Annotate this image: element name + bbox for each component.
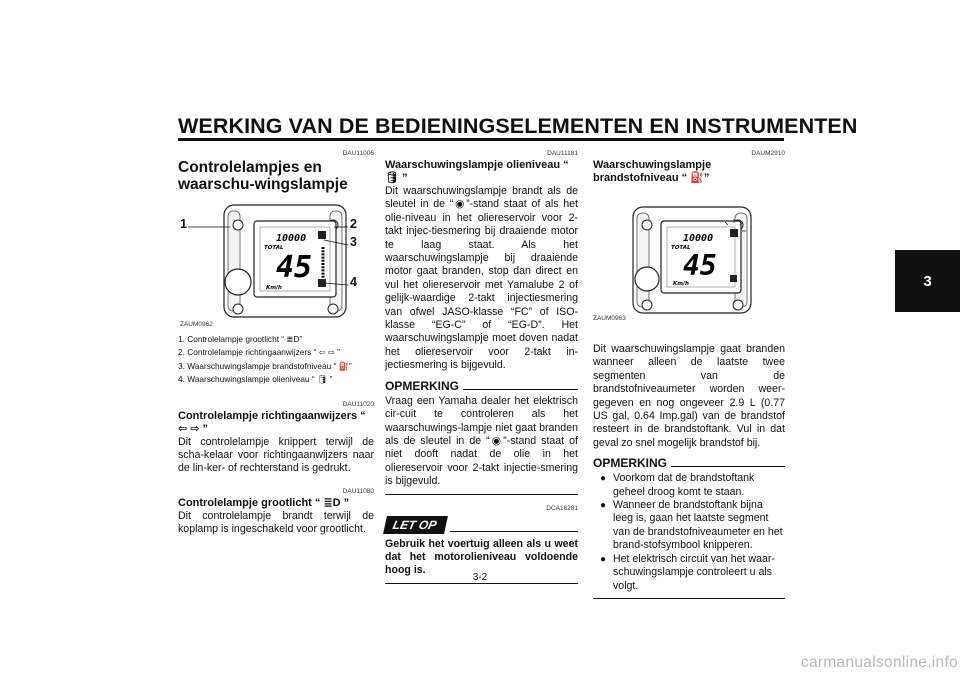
callout-4: 4 [350, 275, 357, 289]
subsection-text: Dit controlelampje brandt terwijl de koplamp is ingeschakeld voor grootlicht. [178, 509, 374, 536]
instrument-figure-2 [593, 189, 785, 321]
list-item: ● Het elektrisch circuit van het waar-schuwingslampje controleert u als volgt. [593, 553, 785, 593]
section-code: DAU11181 [547, 150, 578, 157]
caution-text: Gebruik het voertuig alleen als u weet dat het motorolieniveau voldoende hoog is. [385, 537, 578, 577]
instrument-figure-1 [178, 197, 374, 329]
section-code: DAU11080 [342, 487, 374, 495]
section-code: DAUM2910 [751, 150, 785, 157]
page-header-title: WERKING VAN DE BEDIENINGSELEMENTEN EN INSTRUMENTEN [178, 114, 858, 138]
list-item: ● Wanneer de brandstoftank bijna leeg is, gaan het laatste segment van de brandstofniveaumeter en het brand-stofsymbool knipperen. [593, 499, 785, 553]
subsection-text: Dit controlelampje knippert terwijl de scha-kelaar voor richtingaanwijzers naar de lin-ker- of rechterstand is gedrukt. [178, 435, 374, 475]
section-title: Waarschuwingslampje brandstofniveau “ ⛽” [593, 159, 712, 184]
caution-heading [385, 516, 578, 534]
list-item: ● Voorkom dat de brandstoftank geheel droog komt te staan. [593, 472, 785, 499]
header-rule [178, 138, 784, 141]
speed-reading: 45 [683, 249, 717, 282]
speed-reading: 45 [276, 250, 313, 285]
odometer-reading: 10000 [276, 233, 307, 244]
legend-item-1: 1. Controlelampje grootlicht “ ≣D” [178, 334, 303, 344]
page-number: 3-2 [472, 572, 488, 583]
note-heading [593, 456, 785, 470]
legend-item-4: 4. Waarschuwingslampje olieniveau “ 🛢 ” [178, 374, 333, 385]
divider [385, 494, 578, 495]
callout-2: 2 [350, 217, 357, 231]
note-label: OPMERKING [593, 456, 668, 471]
total-label: TOTAL [264, 245, 284, 251]
speedometer-illustration [178, 197, 374, 329]
section-code: DCA16281 [546, 504, 578, 512]
note-text: Vraag een Yamaha dealer het elektrisch cir-cuit te controleren als het waarschuwings-lampje niet gaat branden als de sleutel in de “◉”-stand staat of niet dooft nadat de olie in het oliereservoir voor 2-takt injectie-smering is bijgevuld. [385, 394, 578, 488]
chapter-tab[interactable]: 3 [895, 250, 960, 312]
callout-3: 3 [350, 235, 357, 249]
figure-code: ZAUM0962 [180, 321, 213, 328]
legend-item-2: 2. Controlelampje richtingaanwijzers “ ⇦ ⇨ ” [178, 347, 340, 358]
section-code: DAU11020 [342, 400, 374, 408]
watermark: carmanualsonline.info [800, 654, 958, 671]
total-label: TOTAL [671, 245, 691, 251]
legend-item-3: 3. Waarschuwingslampje brandstofniveau “ ⛽” [178, 360, 352, 371]
section-title: Waarschuwingslampje olieniveau “ 🛢 ” [385, 159, 569, 184]
unit-label: Km/h [266, 285, 282, 291]
section-title: Controlelampjes en waarschu-wingslampje [178, 159, 348, 193]
section-text: Dit waarschuwingslampje brandt als de sleutel in de “◉”-stand staat of als het olie-niveau in het oliereservoir voor 2-takt injec-tiesmering bij draaiende motor te laag staat. Als het waarschuwingslampje bij draaiende motor gaat branden, stop dan direct en vul het oliereservoir met Yamalube 2 of gelijk-waardige 2-takt injectiesmering van ofwel JASO-klasse “FC” of ISO-klasse “EG-C” of “EG-D”. Het waarschuwingslampje moet doven nadat het oliereservoir voor 2-takt in-jectiesmering is bijgevuld. [385, 185, 578, 372]
subsection-title: Controlelampje richtingaanwijzers “ ⇦ ⇨ ” [178, 409, 366, 435]
subsection-title: Controlelampje grootlicht “ ≣D ” [178, 496, 350, 509]
note-bullet-list [593, 472, 785, 593]
callout-1: 1 [180, 217, 187, 231]
column-1 [178, 150, 374, 537]
odometer-reading: 10000 [683, 233, 714, 244]
section-code: DAU11006 [342, 150, 374, 157]
caution-badge: LET OP [383, 516, 448, 534]
unit-label: Km/h [673, 281, 689, 287]
column-3 [593, 150, 785, 604]
speedometer-illustration [593, 189, 785, 321]
note-label: OPMERKING [385, 378, 460, 393]
column-2 [385, 150, 578, 589]
figure-code: ZAUM0963 [593, 315, 626, 322]
divider [593, 598, 785, 599]
note-heading [385, 379, 578, 393]
section-text: Dit waarschuwingslampje gaat branden wanneer alleen de laatste twee segmenten van de brandstofniveaumeter worden weer-gegeven en nog ongeveer 2.9 L (0.77 US gal, 0.64 Imp.gal) van de brandstof resteert in de brandstoftank. Vul in dat geval zo snel mogelijk brandstof bij. [593, 343, 785, 449]
